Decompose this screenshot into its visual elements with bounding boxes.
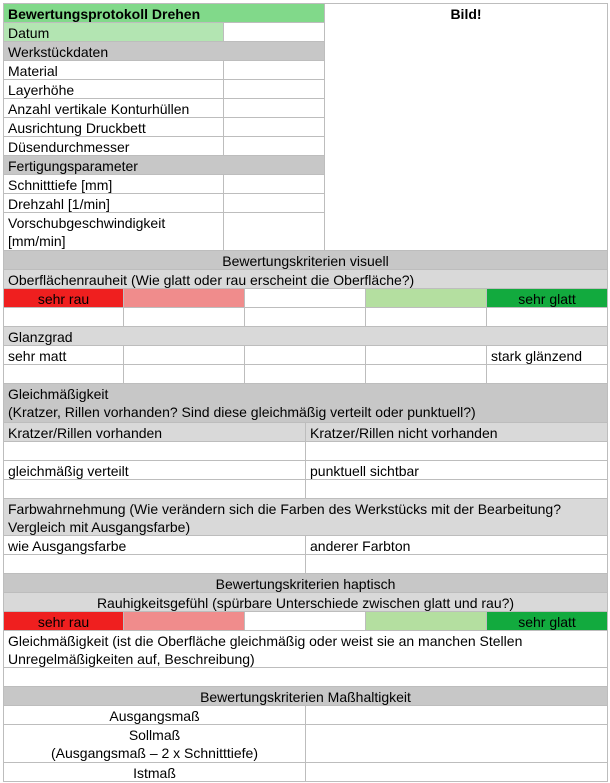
konturhuellen-label: Anzahl vertikale Konturhüllen xyxy=(3,98,224,118)
haptisch-scale-4[interactable] xyxy=(365,611,487,631)
glanz-check-2[interactable] xyxy=(123,364,245,384)
ausgangsmass-field[interactable] xyxy=(305,705,608,725)
gleich-title: Gleichmäßigkeit xyxy=(8,386,109,402)
vorschub-field[interactable] xyxy=(223,212,325,251)
farb-same-field[interactable] xyxy=(3,554,306,574)
drehzahl-field[interactable] xyxy=(223,193,325,213)
vorschub-label: Vorschubgeschwindigkeit [mm/min] xyxy=(3,212,224,251)
glanz-check-5[interactable] xyxy=(486,364,608,384)
rauheit-check-3[interactable] xyxy=(244,307,366,327)
ausgangsmass-label: Ausgangsmaß xyxy=(3,705,306,725)
kratzer-no-label: Kratzer/Rillen nicht vorhanden xyxy=(305,422,608,442)
gleich-question: (Kratzer, Rillen vorhanden? Sind diese gleichmäßig verteilt oder punktuell?) xyxy=(8,404,476,420)
rauheit-check-2[interactable] xyxy=(123,307,245,327)
haptisch-gleich-field[interactable] xyxy=(3,667,608,687)
punktuell-field[interactable] xyxy=(305,479,608,499)
istmass-field[interactable] xyxy=(305,762,608,782)
rauheit-check-4[interactable] xyxy=(365,307,487,327)
sollmass-field[interactable] xyxy=(305,724,608,763)
fertigung-heading: Fertigungsparameter xyxy=(3,155,325,175)
glanz-check-3[interactable] xyxy=(244,364,366,384)
glanz-scale-4[interactable] xyxy=(365,345,487,365)
haptisch-scale-1[interactable]: sehr rau xyxy=(3,611,124,631)
rauheit-scale-1[interactable]: sehr rau xyxy=(3,288,124,308)
punktuell-label: punktuell sichtbar xyxy=(305,460,608,480)
glanz-scale-1[interactable]: sehr matt xyxy=(3,345,124,365)
farb-other-label: anderer Farbton xyxy=(305,535,608,555)
haptisch-gleich-text: Gleichmäßigkeit (ist die Oberfläche gleichmäßig oder weist sie an manchen Stellen Unregelmäßigkeiten auf, Beschreibung) xyxy=(3,630,608,668)
sollmass-title: Sollmaß xyxy=(128,727,181,743)
werkstueck-heading: Werkstückdaten xyxy=(3,41,325,61)
drehzahl-label: Drehzahl [1/min] xyxy=(3,193,224,213)
image-placeholder: Bild! xyxy=(324,3,608,251)
protocol-title: Bewertungsprotokoll Drehen xyxy=(3,3,325,23)
konturhuellen-field[interactable] xyxy=(223,98,325,118)
istmass-label: Istmaß xyxy=(3,762,306,782)
sollmass-formula: (Ausgangsmaß – 2 x Schnitttiefe) xyxy=(51,745,258,761)
gleich-heading xyxy=(3,383,608,423)
layerhoehe-label: Layerhöhe xyxy=(3,79,224,99)
farb-same-label: wie Ausgangsfarbe xyxy=(3,535,306,555)
glanz-scale-2[interactable] xyxy=(123,345,245,365)
rauheit-scale-5[interactable]: sehr glatt xyxy=(486,288,608,308)
haptisch-scale-5[interactable]: sehr glatt xyxy=(486,611,608,631)
kratzer-yes-label: Kratzer/Rillen vorhanden xyxy=(3,422,306,442)
layerhoehe-field[interactable] xyxy=(223,79,325,99)
schnitttiefe-label: Schnitttiefe [mm] xyxy=(3,174,224,194)
farb-other-field[interactable] xyxy=(305,554,608,574)
druckbett-field[interactable] xyxy=(223,117,325,137)
haptisch-scale-3[interactable] xyxy=(244,611,366,631)
material-field[interactable] xyxy=(223,60,325,80)
rauheit-scale-4[interactable] xyxy=(365,288,487,308)
verteilt-field[interactable] xyxy=(3,479,306,499)
visuell-heading: Bewertungskriterien visuell xyxy=(3,250,608,270)
kratzer-yes-field[interactable] xyxy=(3,441,306,461)
duesen-field[interactable] xyxy=(223,136,325,156)
verteilt-label: gleichmäßig verteilt xyxy=(3,460,306,480)
rauheit-scale-2[interactable] xyxy=(123,288,245,308)
kratzer-no-field[interactable] xyxy=(305,441,608,461)
farb-question: Farbwahrnehmung (Wie verändern sich die Farben des Werkstücks mit der Bearbeitung? Vergleich mit Ausgangsfarbe) xyxy=(3,498,608,536)
haptisch-heading: Bewertungskriterien haptisch xyxy=(3,573,608,593)
druckbett-label: Ausrichtung Druckbett xyxy=(3,117,224,137)
haptisch-scale-2[interactable] xyxy=(123,611,245,631)
glanz-check-4[interactable] xyxy=(365,364,487,384)
glanz-scale-5[interactable]: stark glänzend xyxy=(486,345,608,365)
rauhigkeit-question: Rauhigkeitsgefühl (spürbare Unterschiede zwischen glatt und rau?) xyxy=(3,592,608,612)
glanz-heading: Glanzgrad xyxy=(3,326,608,346)
datum-field[interactable] xyxy=(223,22,325,42)
duesen-label: Düsendurchmesser xyxy=(3,136,224,156)
rauheit-question: Oberflächenrauheit (Wie glatt oder rau erscheint die Oberfläche?) xyxy=(3,269,608,289)
rauheit-check-1[interactable] xyxy=(3,307,124,327)
datum-label: Datum xyxy=(3,22,224,42)
sollmass-label xyxy=(3,724,306,763)
rauheit-scale-3[interactable] xyxy=(244,288,366,308)
schnitttiefe-field[interactable] xyxy=(223,174,325,194)
material-label: Material xyxy=(3,60,224,80)
glanz-check-1[interactable] xyxy=(3,364,124,384)
rauheit-check-5[interactable] xyxy=(486,307,608,327)
glanz-scale-3[interactable] xyxy=(244,345,366,365)
mass-heading: Bewertungskriterien Maßhaltigkeit xyxy=(3,686,608,706)
